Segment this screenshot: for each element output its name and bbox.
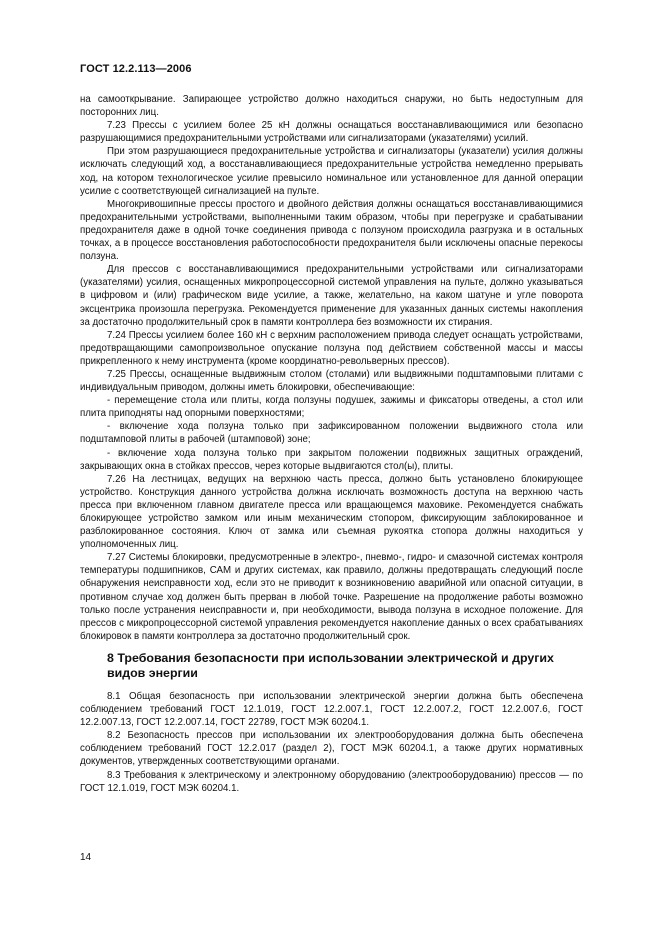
paragraph: 8.1 Общая безопасность при использовании электрической энергии должна быть обеспечена соблюдением требований ГОСТ 12.1.019, ГОСТ 12.2.007.1, ГОСТ 12.2.007.2, ГОСТ 12.2.007.6, ГОСТ 12.2.007.13, ГОСТ 12.2.007.14, ГОСТ 22789, ГОСТ МЭК 60204.1. xyxy=(80,690,583,729)
paragraph: 8.2 Безопасность прессов при использовании их электрооборудования должна быть обеспечена соблюдением требований ГОСТ 12.2.017 (раздел 2), ГОСТ МЭК 60204.1, а также других нормативных документов, утвержденных соответствующими органами. xyxy=(80,730,583,768)
paragraph: 8.3 Требования к электрическому и электронному оборудованию (электрооборудованию) прессов — по ГОСТ 12.1.019, ГОСТ МЭК 60204.1. xyxy=(80,769,583,794)
paragraph: - перемещение стола или плиты, когда ползуны подушек, зажимы и фиксаторы отведены, а стол или плита приподняты над опорными поверхностями; xyxy=(80,395,583,420)
paragraph: 7.27 Системы блокировки, предусмотренные в электро-, пневмо-, гидро- и смазочной системах контроля температуры подшипников, САМ и других системах, как правило, должны предотвращать следующий после обнаружения неисправности ход, если это не приводит к возникновению аварийной или опасной ситуации, в противном случае ход должен быть прерван в любой точке. Разрешение на продолжение работы возможно только после устранения неисправности и, при необходимости, вывода ползуна в исходное положение. Для прессов с микропроцессорной системой управления рекомендуется накопление данных о всех срабатываниях блокировок в памяти контроллера за достаточно продолжительный срок. xyxy=(80,552,583,642)
page-number: 14 xyxy=(80,852,92,863)
paragraph: - включение хода ползуна только при закрытом положении подвижных защитных ограждений, закрывающих окна в стойках прессов, через которые выдвигаются стол(ы), плиты. xyxy=(80,447,583,472)
paragraph: - включение хода ползуна только при зафиксированном положении выдвижного стола или подштамповой плиты в рабочей (штамповой) зоне; xyxy=(80,421,583,446)
paragraph: 7.23 Прессы с усилием более 25 кН должны оснащаться восстанавливающимися или безопасно разрушающимися предохранительными устройствами или сигнализаторами (указателями) усилий. xyxy=(80,120,583,145)
document-code-header: ГОСТ 12.2.113—2006 xyxy=(80,63,192,75)
paragraph: 7.26 На лестницах, ведущих на верхнюю часть пресса, должно быть установлено блокирующее устройство. Конструкция данного устройства должна исключать возможность доступа на верхнюю часть пресса при включенном главном двигателе пресса или вращающемся маховике. Рекомендуется снабжать блокирующее устройство замком или иным механическим стопором, фиксирующим заблокированное и разблокированное состояния. Ключ от замка или съемная рукоятка стопора должны находиться у уполномоченных лиц. xyxy=(80,473,583,551)
paragraph: При этом разрушающиеся предохранительные устройства и сигнализаторы (указатели) усилия должны исключать следующий ход, а восстанавливающиеся предохранительные устройства немедленно прерывать ход, на котором технологическое усилие превысило номинальное или установленное для данной операции усилие с соответствующей сигнализацией на пульте. xyxy=(80,146,583,197)
paragraphs-after-section xyxy=(80,690,583,795)
paragraph: Для прессов с восстанавливающимися предохранительными устройствами или сигнализаторами (указателями) усилия, оснащенных микропроцессорной системой управления на пульте, должно указываться в цифровом и (или) графическом виде усилие, а также, желательно, на каком шатуне и угле поворота эксцентрика произошла перегрузка. Рекомендуется применение для указанных данных системы накопления за достаточно продолжительный срок в памяти контроллера без возможности их стирания. xyxy=(80,264,583,328)
document-body xyxy=(80,93,583,795)
paragraph: на самооткрывание. Запирающее устройство должно находиться снаружи, но быть недоступным для посторонних лиц. xyxy=(80,94,583,119)
paragraphs-before-section xyxy=(80,93,583,643)
paragraph: 7.25 Прессы, оснащенные выдвижным столом (столами) или выдвижными подштамповыми плитами с индивидуальным приводом, должны иметь блокировки, обеспечивающие: xyxy=(80,368,583,394)
paragraph: Многокривошипные прессы простого и двойного действия должны оснащаться восстанавливающимися предохранительными устройствами, выполненными таким образом, чтобы при перегрузке и срабатывании предохранителя даже в одной точке соединения привода с ползуном происходила разгрузка и в остальных точках, а в процессе восстановления работоспособности предохранителя были исключены опасные перекосы ползуна. xyxy=(80,198,583,263)
paragraph: 7.24 Прессы усилием более 160 кН с верхним расположением привода следует оснащать устройствами, предотвращающими самопроизвольное опускание ползуна под действием собственной массы и массы прикрепленного к нему инструмента (кроме координатно-револьверных прессов). xyxy=(80,329,583,367)
section-heading: 8 Требования безопасности при использовании электрической и других видов энергии xyxy=(107,650,554,680)
